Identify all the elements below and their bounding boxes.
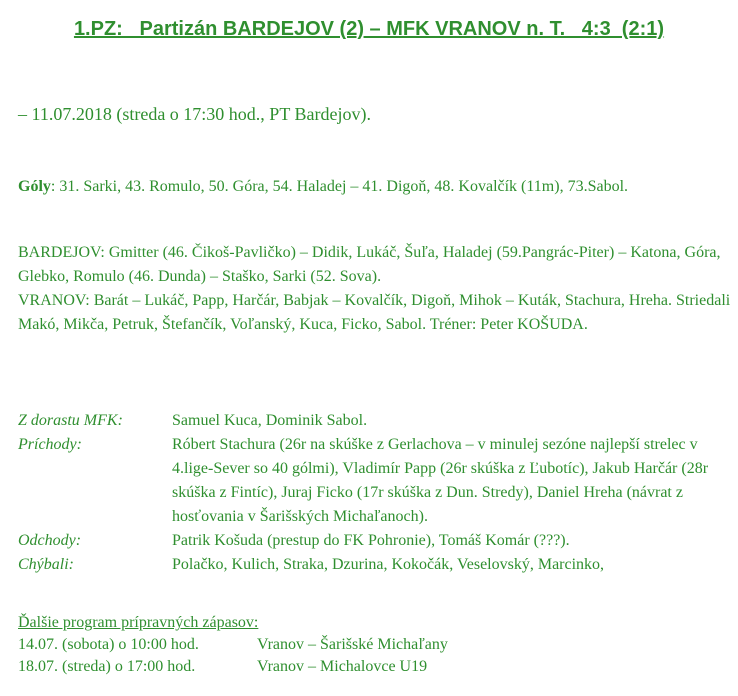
info-value: Polačko, Kulich, Straka, Dzurina, Kokočák, Veselovský, Marcinko, xyxy=(172,556,605,573)
info-label: Odchody: xyxy=(18,532,82,549)
info-row-missing xyxy=(18,553,738,577)
info-value: Róbert Stachura (26r na skúške z Gerlachova – v minulej sezóne najlepší strelec v 4.lige-Sever so 40 gólmi), Vladimír Papp (26r skúška z Ľubotíc), Jakub Harčár (28r skúška z Fintíc), Juraj Ficko (17r skúška z Dun. Stredy), Daniel Hreha (návrat z hosťovania v Šarišských Michaľanoch). xyxy=(172,436,709,525)
program-row xyxy=(18,634,738,656)
info-row-departures xyxy=(18,529,738,553)
info-label: Z dorastu MFK: xyxy=(18,412,123,429)
program-when: 14.07. (sobota) o 10:00 hod. xyxy=(18,636,199,653)
friendly-program xyxy=(18,612,738,678)
match-dateline: – 11.07.2018 (streda o 17:30 hod., PT Bardejov). xyxy=(18,104,371,124)
program-match: Vranov – Šarišské Michaľany xyxy=(257,636,448,653)
lineup-bardejov: BARDEJOV: Gmitter (46. Čikoš-Pavličko) – Didik, Lukáč, Šuľa, Haladej (59.Pangrác-Piter) – Katona, Góra, Glebko, Romulo (46. Dunda) – Staško, Sarki (52. Sova). xyxy=(18,244,721,285)
info-value: Samuel Kuca, Dominik Sabol. xyxy=(172,412,368,429)
goals-text: : 31. Sarki, 43. Romulo, 50. Góra, 54. Haladej – 41. Digoň, 48. Kovalčík (11m), 73.Sabol. xyxy=(50,178,629,195)
lineup-vranov: VRANOV: Barát – Lukáč, Papp, Harčár, Babjak – Kovalčík, Digoň, Mihok – Kuták, Stachura, Hreha. Striedali Makó, Mikča, Petruk, Štefančík, Voľanský, Kuca, Ficko, Sabol. Tréner: Peter KOŠUDA. xyxy=(18,292,731,333)
info-label: Chýbali: xyxy=(18,556,74,573)
goals-line xyxy=(18,178,628,196)
lineups xyxy=(18,241,738,337)
info-label: Príchody: xyxy=(18,436,82,453)
program-match: Vranov – Michalovce U19 xyxy=(257,658,428,675)
program-title: Ďalšie program prípravných zápasov: xyxy=(18,614,259,631)
squad-info xyxy=(18,409,738,577)
goals-label: Góly xyxy=(18,178,51,195)
match-title: 1.PZ: Partizán BARDEJOV (2) – MFK VRANOV n. T. 4:3 (2:1) xyxy=(73,18,665,40)
info-value: Patrik Košuda (prestup do FK Pohronie), Tomáš Komár (???). xyxy=(172,532,570,549)
program-when: 18.07. (streda) o 17:00 hod. xyxy=(18,658,196,675)
info-row-youth xyxy=(18,409,738,433)
program-row xyxy=(18,656,738,678)
info-row-arrivals xyxy=(18,433,738,529)
